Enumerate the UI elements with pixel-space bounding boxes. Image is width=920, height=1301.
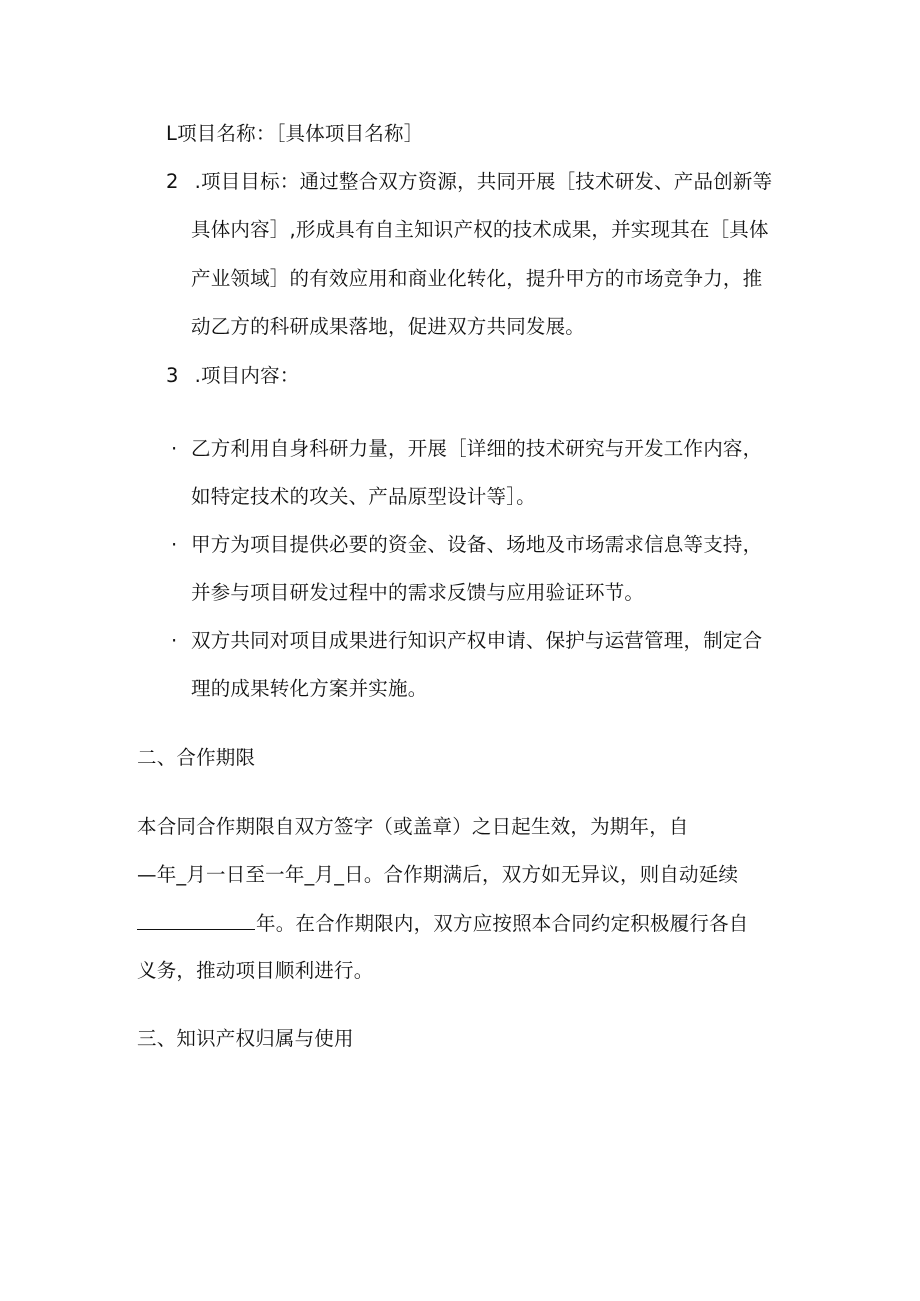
bullet-dot-icon: · [171,533,178,556]
bullet-2-line-2: 并参与项目研发过程中的需求反馈与应用验证环节。 [191,581,645,604]
project-goal-text: .项目目标：通过整合双方资源，共同开展［技术研发、产品创新等 [194,170,773,193]
project-goal-line-2: 具体内容］,形成具有自主知识产权的技术成果，并实现其在［具体 [191,218,769,241]
section-heading-term: 二、合作期限 [137,746,256,769]
bullet-1-line-2: 如特定技术的攻关、产品原型设计等］。 [191,485,536,508]
fill-in-blank [137,909,255,930]
bullet-1-line-1: 乙方利用自身科研力量，开展［详细的技术研究与开发工作内容， [191,437,763,460]
bullet-3-line-1: 双方共同对项目成果进行知识产权申请、保护与运营管理，制定合 [191,629,763,652]
item-number: 3 [166,364,179,387]
term-paragraph-line-1: 本合同合作期限自双方签字（或盖章）之日起生效，为期年，自 [137,815,689,838]
project-content-text: .项目内容： [194,364,300,387]
project-goal-line-1 [166,168,772,196]
item-number: 2 [166,170,179,193]
project-goal-line-4: 动乙方的科研成果落地，促进双方共同发展。 [191,315,586,338]
project-content-heading [166,362,300,390]
term-paragraph-line-3-text: 年。在合作期限内，双方应按照本合同约定积极履行各自 [256,912,749,935]
project-name-line: L项目名称：［具体项目名称］ [166,122,424,145]
bullet-3-line-2: 理的成果转化方案并实施。 [191,677,428,700]
term-paragraph-line-4: 义务，推动项目顺利进行。 [137,959,374,982]
section-heading-ip: 三、知识产权归属与使用 [137,1027,354,1050]
project-goal-line-3: 产业领域］的有效应用和商业化转化，提升甲方的市场竞争力，推 [191,267,763,290]
bullet-dot-icon: · [171,437,178,460]
term-paragraph-line-3 [137,909,749,938]
term-paragraph-line-2: —年_月一日至一年_月_日。合作期满后，双方如无异议，则自动延续 [137,863,739,886]
bullet-2-line-1: 甲方为项目提供必要的资金、设备、场地及市场需求信息等支持， [191,533,763,556]
bullet-dot-icon: · [171,629,178,652]
